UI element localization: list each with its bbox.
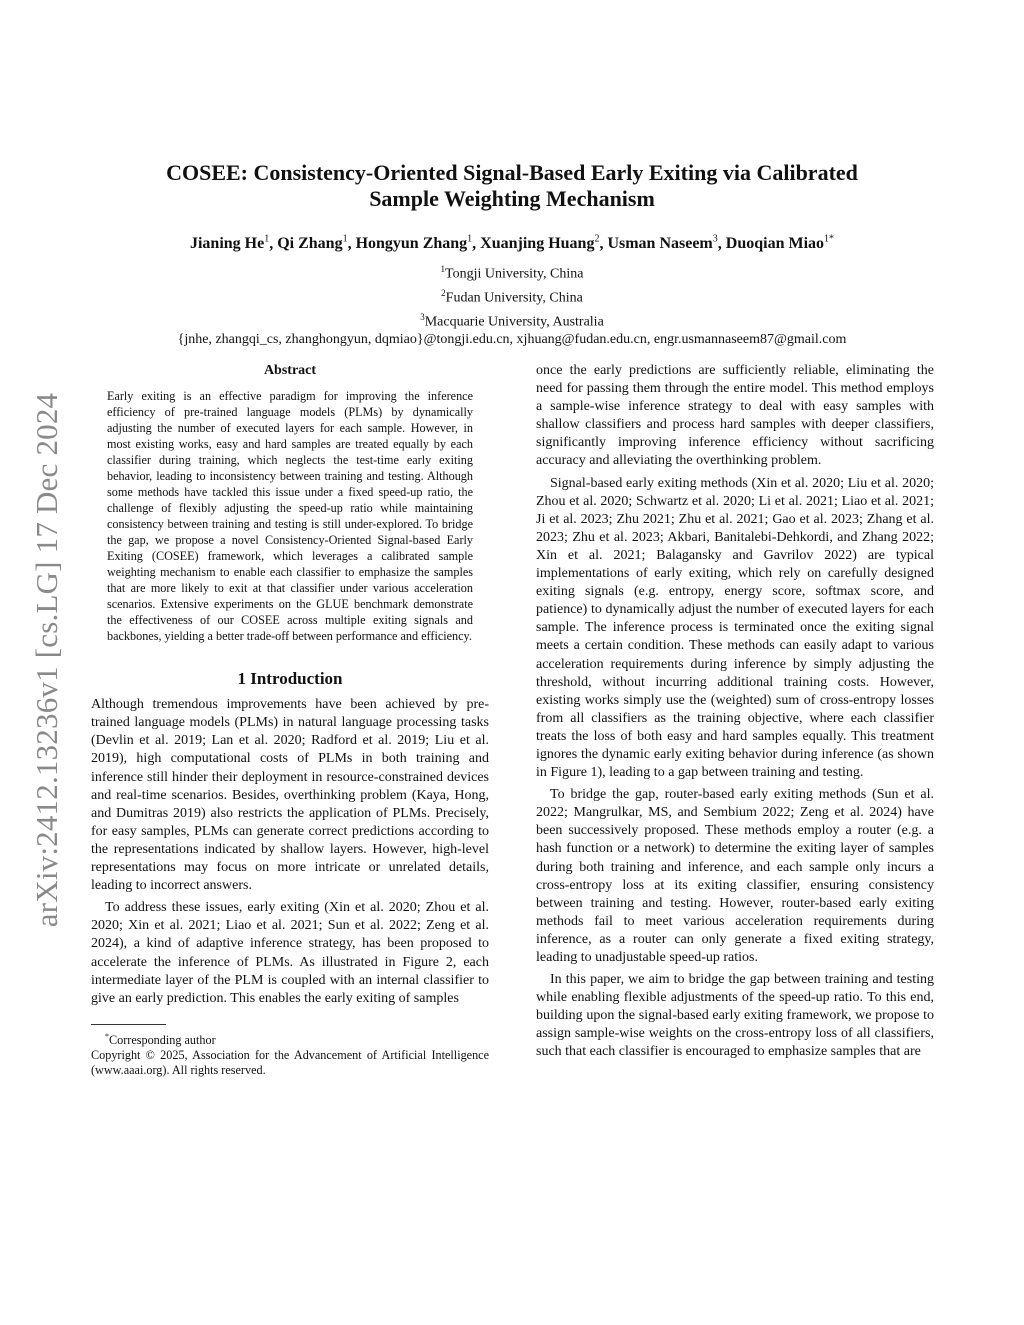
arxiv-identifier-text: arXiv:2412.13236v1 [cs.LG] 17 Dec 2024 (29, 392, 64, 928)
paper-header (100, 160, 924, 349)
title-line-2: Sample Weighting Mechanism (369, 186, 655, 211)
section-heading-introduction: 1 Introduction (237, 669, 343, 689)
paragraph: Although tremendous improvements have been achieved by pre-trained language models (PLMs) in natural language processing tasks (Devlin et al. 2019; Lan et al. 2020; Radford et al. 2019; Liu et al. 2019), high computational costs of PLMs in both training and inference still hinder their deployment in resource-constrained devices and real-time scenarios. Besides, overthinking problem (Kaya, Hong, and Dumitras 2019) also restricts the application of PLMs. Precisely, for easy samples, PLMs can generate correct predictions according to the representations indicated by shallow layers. However, high-level representations may focus on more intricate or unrelated details, leading to incorrect answers. (91, 697, 489, 894)
author: Hongyun Zhang$^1$ (355, 234, 473, 253)
paper-title (100, 160, 924, 212)
abstract-text: Early exiting is an effective paradigm for improving the inference efficiency of pre-trained language models (PLMs) by dynamically adjusting the number of executed layers for each sample. However, in most existing works, easy and hard samples are treated equally by each classifier during training, which neglects the test-time early exiting behavior, leading to inconsistency between training and testing. Although some methods have tackled this issue under a fixed speed-up ratio, the challenge of flexibly adjusting the speed-up ratio while maintaining consistency between training and testing is still under-explored. To bridge the gap, we propose a novel Consistency-Oriented Signal-based Early Exiting (COSEE) framework, which leverages a calibrated sample weighting mechanism to enable each classifier to emphasize the samples that are more likely to exit at that classifier under various acceleration scenarios. Extensive experiments on the GLUE benchmark demonstrate the effectiveness of our COSEE across multiple exiting signals and backbones, yielding a better trade-off between performance and efficiency. (107, 389, 473, 644)
footnote-copyright: Copyright © 2025, Association for the Advancement of Artificial Intelligence (www.aaai.org). All rights reserved. (91, 1047, 489, 1077)
paragraph: once the early predictions are sufficiently reliable, eliminating the need for passing them through the entire model. This method employs a sample-wise inference strategy to deal with easy samples with shallow classifiers and process hard samples with deeper classifiers, significantly improving inference efficiency without sacrificing accuracy and alleviating the overthinking problem. (536, 363, 934, 469)
paragraph: To bridge the gap, router-based early exiting methods (Sun et al. 2022; Mangrulkar, MS, and Sembium 2022; Zeng et al. 2024) have been successively proposed. These methods employ a router (e.g. a hash function or a network) to determine the exiting layer of samples during both training and inference, and each sample only incurs a cross-entropy loss at its exiting classifier, ensuring consistency between training and testing. However, router-based early exiting methods fail to meet various acceleration requirements during inference, as a router can only generate a fixed exiting strategy, leading to unadjustable speed-up ratios. (536, 787, 934, 965)
author-list: Jianing He$^1$, Qi Zhang$^1$, Hongyun Zhang$^1$, Xuanjing Huang$^2$, Usman Naseem$^3$, Duoqian Miao$^{1*}$ (189, 234, 835, 253)
title-line-1: COSEE: Consistency-Oriented Signal-Based Early Exiting via Calibrated (166, 160, 858, 185)
author: Qi Zhang$^1$ (277, 234, 348, 253)
affiliation: $^3$Macquarie University, Australia (420, 311, 604, 330)
author: Jianing He$^1$ (189, 234, 270, 253)
paragraph: In this paper, we aim to bridge the gap between training and testing while enabling flexible adjustments of the speed-up ratio. To this end, building upon the signal-based early exiting framework, we propose to assign sample-wise weights on the cross-entropy loss of all classifiers, such that each classifier is encouraged to emphasize samples that are (536, 972, 934, 1060)
footnote-corresponding: *Corresponding author (105, 1031, 216, 1047)
right-column (536, 362, 934, 1066)
author: Xuanjing Huang$^2$ (480, 234, 600, 253)
abstract-heading: Abstract (263, 363, 317, 378)
affiliation-list (100, 260, 924, 349)
footnote-mark: * (105, 1031, 109, 1041)
affiliation: $^2$Fudan University, China (441, 287, 583, 306)
author-emails: {jnhe, zhangqi_cs, zhanghongyun, dqmiao}@tongji.edu.cn, xjhuang@fudan.edu.cn, engr.usmannaseem87@gmail.com (177, 332, 847, 348)
left-column (91, 362, 489, 1078)
paragraph: Signal-based early exiting methods (Xin et al. 2020; Liu et al. 2020; Zhou et al. 2020; Schwartz et al. 2020; Li et al. 2021; Liao et al. 2021; Ji et al. 2023; Zhu 2021; Zhu et al. 2021; Gao et al. 2023; Zhang et al. 2023; Zhu et al. 2023; Akbari, Banitalebi-Dehkordi, and Zhang 2022; Xin et al. 2021; Balagansky and Gavrilov 2022) are typical implementations of early exiting, which rely on carefully designed exiting signals (e.g. entropy, energy score, softmax score, and patience) to dynamically adjust the number of executed layers for each sample. The inference process is terminated once the exiting signal meets a certain condition. These methods can easily adapt to various acceleration requirements during inference by simply adjusting the threshold, without incurring additional training costs. However, existing works simply use the (weighted) sum of cross-entropy losses from all classifiers as the training objective, where each classifier treats the loss of both easy and hard samples equally. This treatment ignores the dynamic early exiting behavior during inference (as shown in Figure 1), leading to a gap between training and testing. (536, 475, 934, 781)
author: Usman Naseem$^3$ (607, 234, 718, 253)
affiliation: $^1$Tongji University, China (440, 264, 584, 282)
author: Duoqian Miao$^{1*}$ (725, 234, 835, 253)
arxiv-identifier (22, 340, 72, 980)
paragraph: To address these issues, early exiting (Xin et al. 2020; Zhou et al. 2020; Xin et al. 2021; Liao et al. 2021; Sun et al. 2022; Zeng et al. 2024), a kind of adaptive inference strategy, has been proposed to accelerate the inference of PLMs. As illustrated in Figure 2, each intermediate layer of the PLM is coupled with an internal classifier to give an early prediction. This enables the early exiting of samples (91, 900, 489, 1006)
footnote-divider (91, 1024, 166, 1025)
